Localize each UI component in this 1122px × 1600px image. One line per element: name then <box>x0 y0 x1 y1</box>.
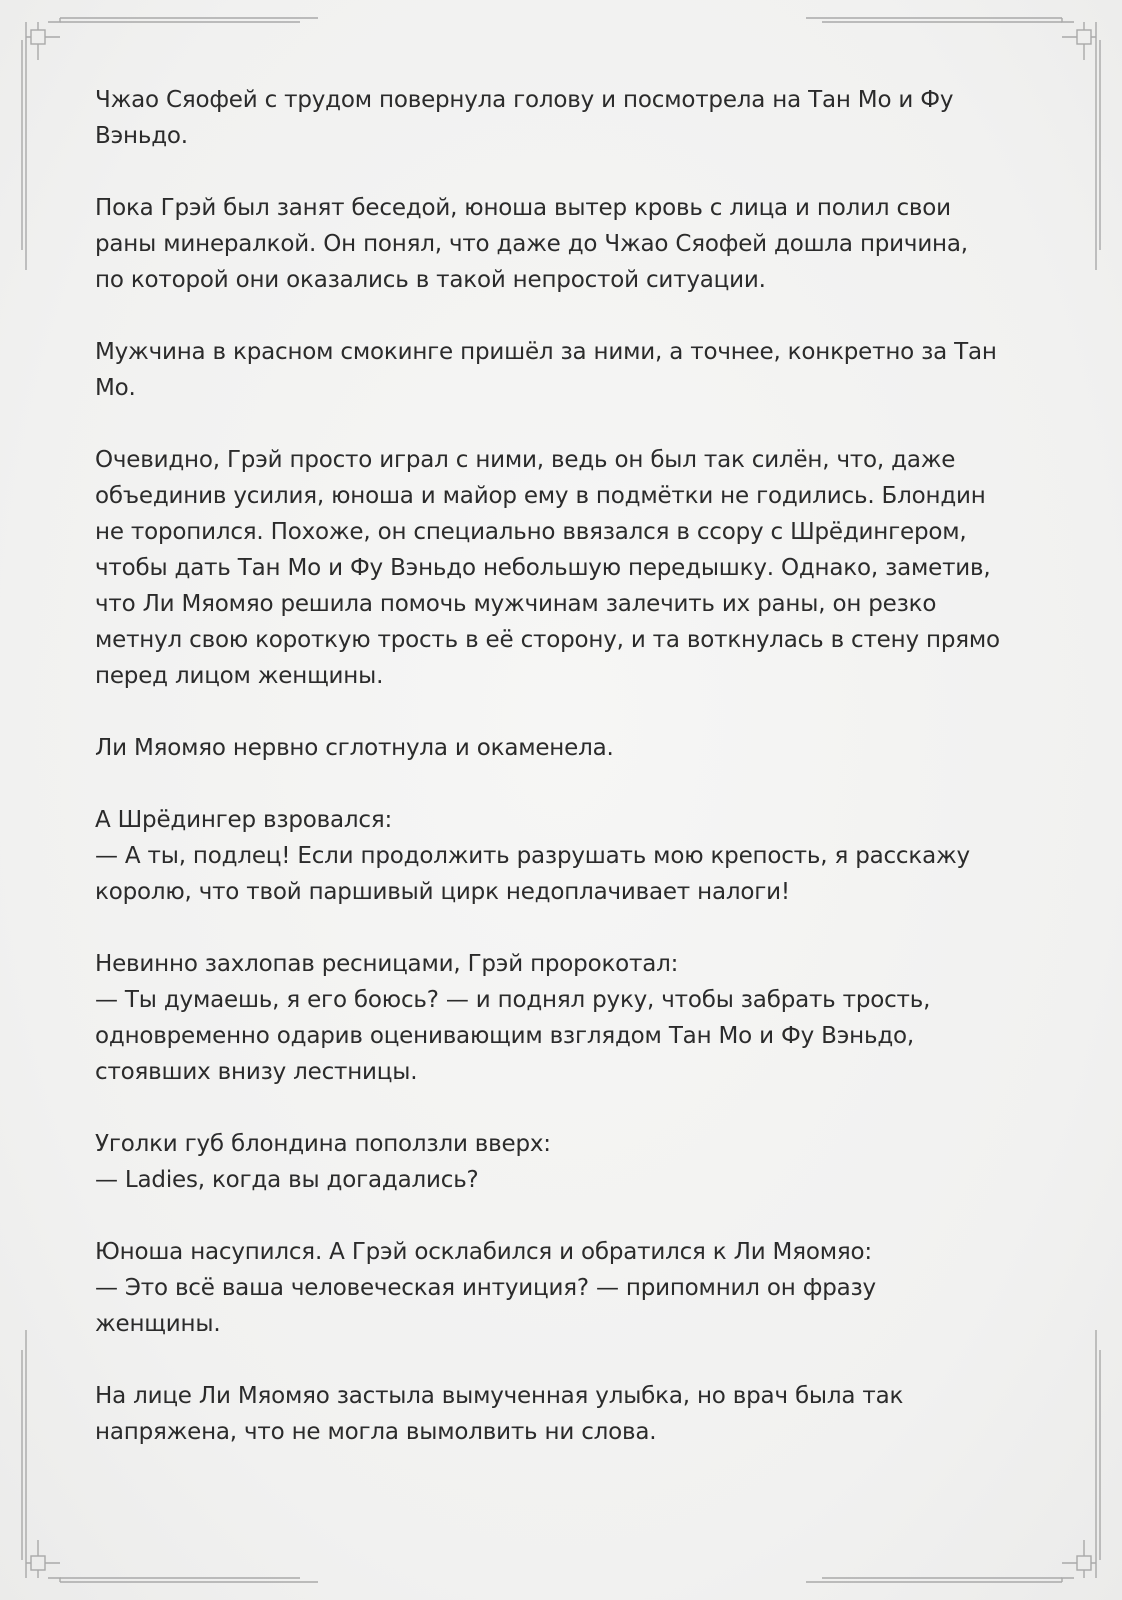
text-line: — Ladies, когда вы догадались? <box>95 1167 479 1193</box>
paragraph <box>95 730 1030 766</box>
text-line: Пока Грэй был занят беседой, юноша вытер кровь с лица и полил свои <box>95 195 951 221</box>
document-body <box>95 82 1030 1486</box>
text-line: На лице Ли Мяомяо застыла вымученная улыбка, но врач была так <box>95 1383 904 1409</box>
text-line: Юноша насупился. А Грэй осклабился и обратился к Ли Мяомяо: <box>95 1239 872 1265</box>
text-line: чтобы дать Тан Мо и Фу Вэньдо небольшую передышку. Однако, заметив, <box>95 555 991 581</box>
text-line: перед лицом женщины. <box>95 663 384 689</box>
paragraph <box>95 82 1030 154</box>
text-line: Невинно захлопав ресницами, Грэй пророкотал: <box>95 951 679 977</box>
text-line: Ли Мяомяо нервно сглотнула и окаменела. <box>95 735 614 761</box>
text-line: не торопился. Похоже, он специально ввязался в ссору с Шрёдингером, <box>95 519 967 545</box>
text-line: — Ты думаешь, я его боюсь? — и поднял руку, чтобы забрать трость, <box>95 987 931 1013</box>
paragraph <box>95 442 1030 694</box>
paragraph <box>95 802 1030 910</box>
paragraph <box>95 1126 1030 1198</box>
text-line: раны минералкой. Он понял, что даже до Чжао Сяофей дошла причина, <box>95 231 968 257</box>
text-line: объединив усилия, юноша и майор ему в подмётки не годились. Блондин <box>95 483 986 509</box>
text-line: Чжао Сяофей с трудом повернула голову и посмотрела на Тан Мо и Фу <box>95 87 954 113</box>
text-line: по которой они оказались в такой непростой ситуации. <box>95 267 766 293</box>
text-line: — Это всё ваша человеческая интуиция? — припомнил он фразу <box>95 1275 876 1301</box>
paragraph <box>95 946 1030 1090</box>
text-line: одновременно одарив оценивающим взглядом Тан Мо и Фу Вэньдо, <box>95 1023 914 1049</box>
text-line: метнул свою короткую трость в её сторону, и та воткнулась в стену прямо <box>95 627 1000 653</box>
text-line: — А ты, подлец! Если продолжить разрушать мою крепость, я расскажу <box>95 843 970 869</box>
text-line: Вэньдо. <box>95 123 188 149</box>
text-line: Уголки губ блондина поползли вверх: <box>95 1131 551 1157</box>
paragraph <box>95 1234 1030 1342</box>
text-line: Очевидно, Грэй просто играл с ними, ведь он был так силён, что, даже <box>95 447 956 473</box>
paragraph <box>95 1378 1030 1450</box>
text-line: напряжена, что не могла вымолвить ни слова. <box>95 1419 657 1445</box>
paragraph <box>95 334 1030 406</box>
text-line: королю, что твой паршивый цирк недоплачивает налоги! <box>95 879 790 905</box>
paragraph <box>95 190 1030 298</box>
text-line: Мо. <box>95 375 136 401</box>
text-line: стоявших внизу лестницы. <box>95 1059 418 1085</box>
text-line: А Шрёдингер взровался: <box>95 807 393 833</box>
text-line: Мужчина в красном смокинге пришёл за ними, а точнее, конкретно за Тан <box>95 339 997 365</box>
text-line: женщины. <box>95 1311 221 1337</box>
text-line: что Ли Мяомяо решила помочь мужчинам залечить их раны, он резко <box>95 591 937 617</box>
